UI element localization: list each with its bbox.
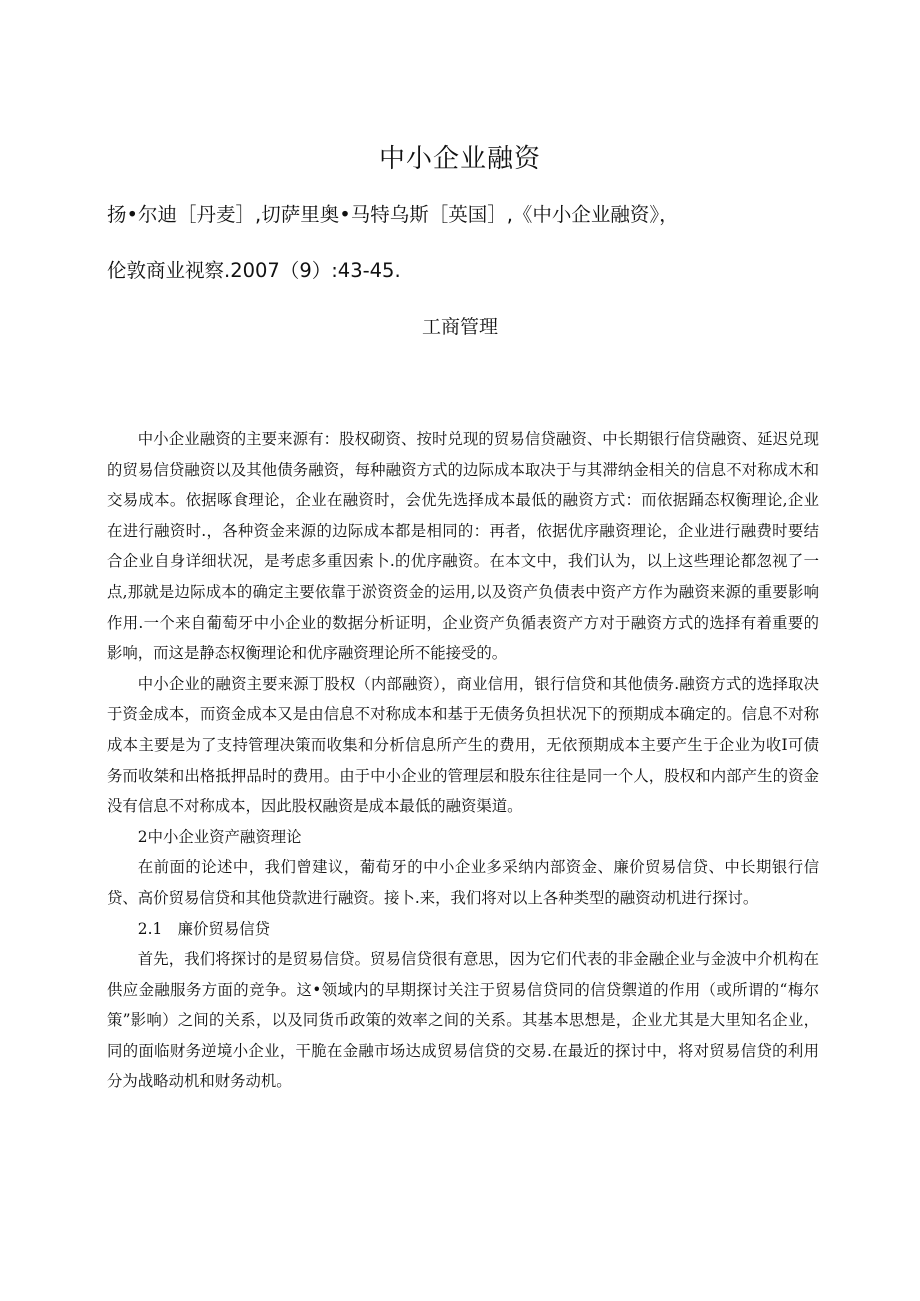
- subject-heading: 工商管理: [421, 316, 498, 338]
- document-title: 中小企业融资: [378, 144, 541, 174]
- citation-authors-line: 扬•尔迪［丹麦］,切萨里奥•马特乌斯［英国］,《中小企业融资》，: [107, 203, 679, 226]
- paragraph-financing-motives: 在前面的论述中，我们曾建议，葡荀牙的中小企业多采纳内部资金、廉价贸易信贷、中长期银行信贷、高价贸易信贷和其他贷款进行融资。接卜.来，我们将对以上各种类型的融资动机进行探讨。: [107, 858, 819, 907]
- citation-source-line: 伦敦商业视察.2007（9）:43-45.: [107, 259, 401, 282]
- paragraph-financing-costs: 中小企业的融资主要来源丁股权（内部融资），商业信用，银行信贷和其他债务.融资方式的选择取决于资金成本，而资金成本又是由信息不对称成本和基于无债务负担状况下的预期成本确定的。信息不对称成本主要是为了支持管理决策而收集和分析信息所产生的费用，无依预期成本主要产生于企业为收I可债务而收桀和出格抵押品时的费用。由于中小企业的管理层和股东往往是同一个人，股权和内部产生的资金没有信息不对称成本，因此股权融资是成本最低的融资渠道。: [107, 674, 819, 816]
- section-heading-asset-financing: 2中小企业资产融资理论: [137, 827, 302, 846]
- subsection-heading-trade-credit: 2.1 廉价贸易信贷: [137, 919, 271, 938]
- paragraph-trade-credit: 首先，我们将探讨的是贸易信贷。贸易信贷很有意思，因为它们代表的非金融企业与金波中介机构在供应金融服务方面的竞争。这•领域内的早期探讨关注于贸易信贷同的信贷禦道的作用（或所谓的“梅尔策”影响）之间的关系，以及同货币政策的效率之间的关系。其基本思想是，企业尤其是大里知名企业，同的面临财务逆境小企业，干脆在金融市场达成贸易信贷的交易.在最近的探讨中，将对贸易信贷的利用分为战略动机和财务动机。: [107, 950, 819, 1091]
- paragraph-financing-sources: 中小企业融资的主要来源有：股权砌资、按时兑现的贸易信贷融资、中长期银行信贷融资、延迟兑现的贸易信贷融资以及其他债务融资，每种融资方式的边际成本取决于与其滞纳金相关的信息不对称成木和交易成本。依据啄食理论，企业在融资时，会优先选择成本最低的融资方式：而依据踊态权衡理论,企业在进行融资时.，各种资金来源的边际成本都是相同的：再者，依据优序融资理论，企业进行融费时要结合企业自身详细状况，是考虑多重因索卜.的优序融资。在本文中，我们认为，以上这些理论都忽视了一点,那就是边际成本的确定主要依靠于淤资资金的运用,以及资产负债表中资产方作为融资来源的重要影响作用.一个来自葡萄牙中小企业的数据分析证明，企业资产负循表资产方对于融资方式的选择有着重要的影响，而这是静态权衡理论和优序融资理论所不能接受的。: [107, 430, 819, 663]
- document-body: [107, 424, 819, 1097]
